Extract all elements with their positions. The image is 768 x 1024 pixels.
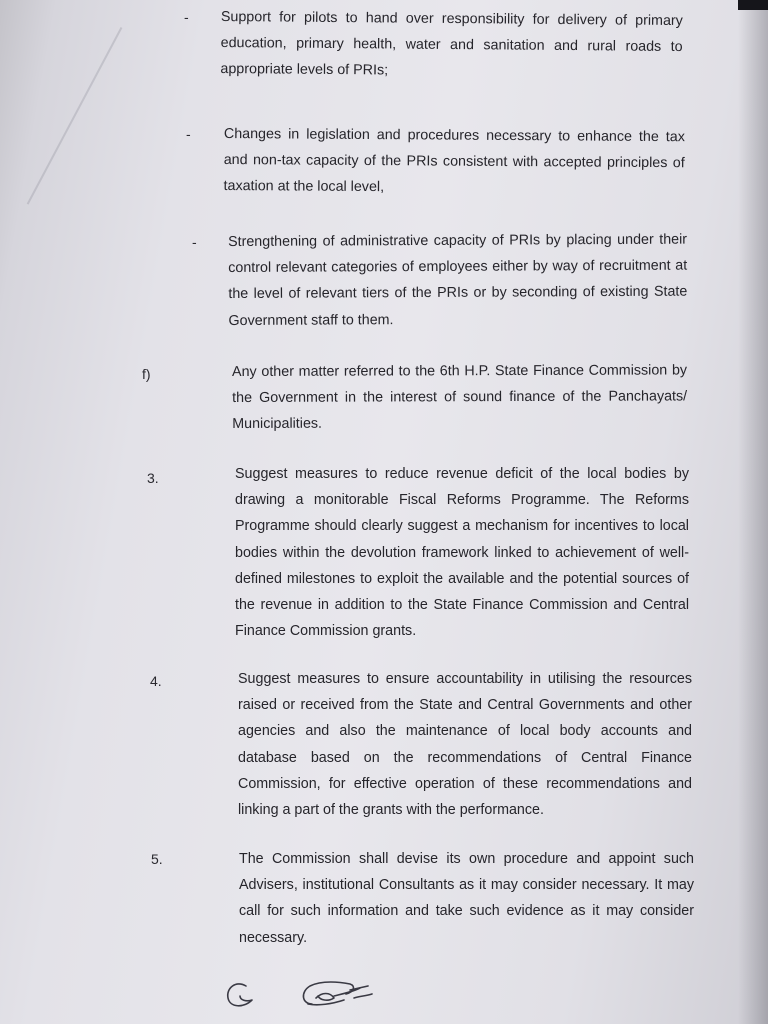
- item-text: Suggest measures to ensure accountability in utilising the resources raised or received from the State and Central Governments and other agencies and also the maintenance of local body accounts and database based on the recommendations of Central Finance Commission, for effective operation of these recommendations and linking a part of the grants with the performance.: [238, 671, 692, 819]
- item-marker: 5.: [151, 851, 163, 867]
- bullet-marker: -: [192, 234, 197, 250]
- item-marker: 4.: [150, 673, 162, 689]
- bullet-marker: -: [186, 126, 191, 142]
- bullet-marker: -: [184, 9, 189, 25]
- item-text: Suggest measures to reduce revenue deficit of the local bodies by drawing a monitorable Fiscal Reforms Programme. The Reforms Programme should clearly suggest a mechanism for incentives to local bodies within the devolution framework linked to achievement of well-defined milestones to exploit the available and the potential sources of the revenue in addition to the State Finance Commission and Central Finance Commission grants.: [235, 466, 689, 640]
- background-corner: [738, 0, 768, 10]
- paper-crease: [0, 0, 122, 205]
- bullet-text: Changes in legislation and procedures necessary to enhance the tax and non-tax capacity of the PRIs consistent with accepted principles of taxation at the local level,: [223, 125, 685, 196]
- bullet-text: Strengthening of administrative capacity of PRIs by placing under their control relevant categories of employees either by way of recruitment at the level of relevant tiers of the PRIs or by seconding of existing State Government staff to them.: [228, 231, 688, 329]
- item-text: The Commission shall devise its own procedure and appoint such Advisers, institutional Consultants as it may consider necessary. It may call for such information and take such evidence as it may consider necessary.: [239, 851, 694, 946]
- item-marker: f): [142, 366, 151, 382]
- item-text: Any other matter referred to the 6th H.P. State Finance Commission by the Government in the interest of sound finance of the Panchayats/ Municipalities.: [232, 362, 688, 433]
- handwritten-signature: [222, 968, 392, 1018]
- bullet-text: Support for pilots to hand over responsibility for delivery of primary education, primary health, water and sanitation and rural roads to appropriate levels of PRIs;: [220, 8, 683, 79]
- item-marker: 3.: [147, 470, 159, 486]
- page-edge-shadow: [738, 0, 768, 1024]
